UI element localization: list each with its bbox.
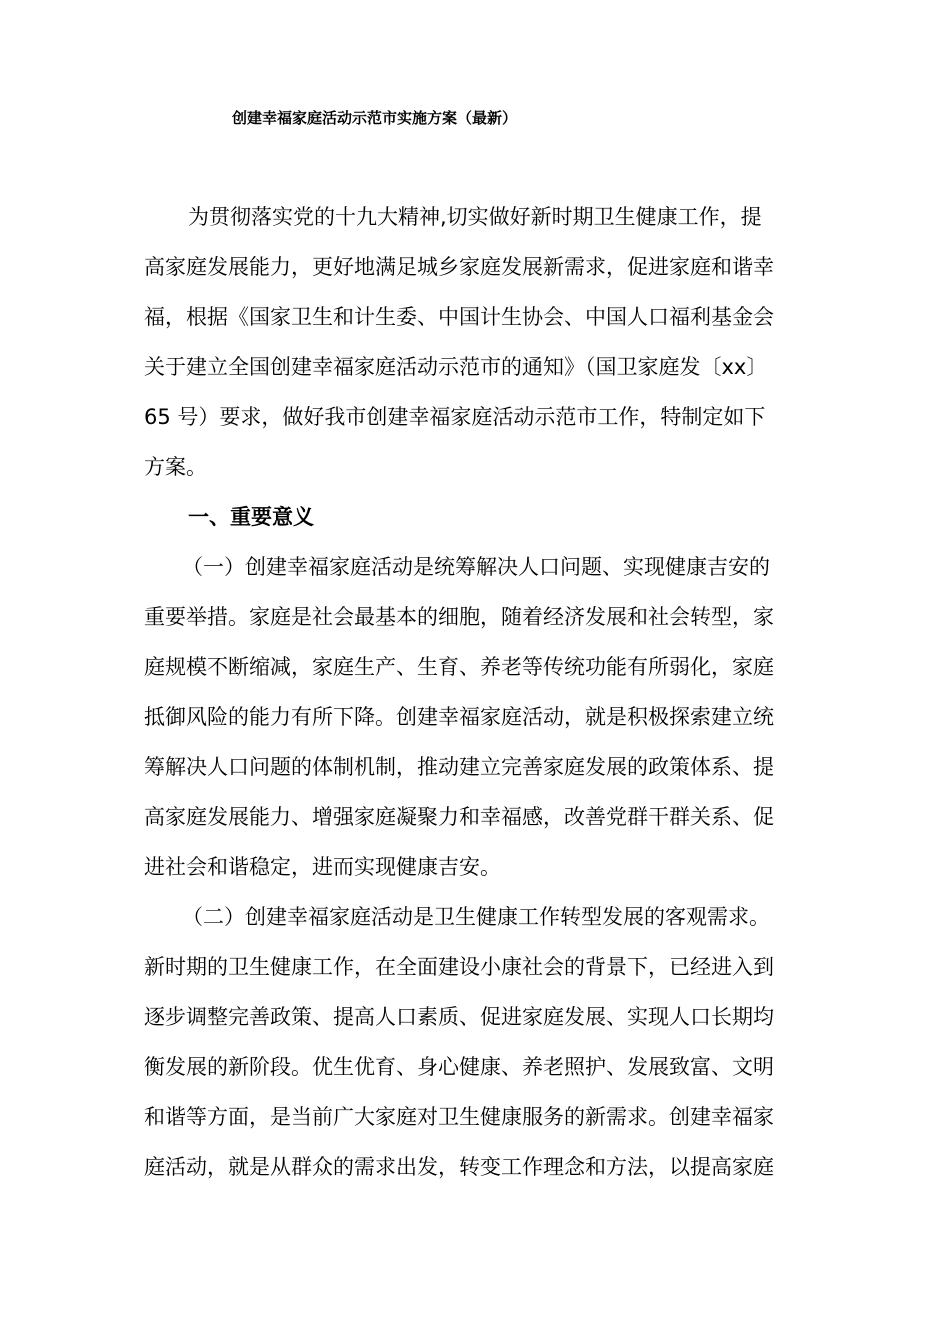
paragraph-line: （二）创建幸福家庭活动是卫生健康工作转型发展的客观需求。 [182,905,770,929]
paragraph-line: 筹解决人口问题的体制机制，推动建立完善家庭发展的政策体系、提 [144,755,774,779]
paragraph-line: 福，根据《国家卫生和计生委、中国计生协会、中国人口福利基金会 [144,305,774,329]
paragraph-line: 65 号）要求，做好我市创建幸福家庭活动示范市工作，特制定如下 [144,405,766,429]
paragraph-line: 抵御风险的能力有所下降。创建幸福家庭活动，就是积极探索建立统 [144,705,774,729]
section-heading: 一、重要意义 [188,505,314,529]
document-title: 创建幸福家庭活动示范市实施方案（最新） [232,109,518,127]
paragraph-line: （一）创建幸福家庭活动是统筹解决人口问题、实现健康吉安的 [182,555,770,579]
paragraph-line: 庭规模不断缩减，家庭生产、生育、养老等传统功能有所弱化，家庭 [144,655,774,679]
paragraph-line: 为贯彻落实党的十九大精神,切实做好新时期卫生健康工作，提 [188,205,762,229]
paragraph-line: 衡发展的新阶段。优生优育、身心健康、养老照护、发展致富、文明 [144,1055,774,1079]
paragraph-line: 进社会和谐稳定，进而实现健康吉安。 [144,855,501,879]
paragraph-line: 关于建立全国创建幸福家庭活动示范市的通知》（国卫家庭发〔xx〕 [144,355,768,379]
paragraph-line: 重要举措。家庭是社会最基本的细胞，随着经济发展和社会转型，家 [144,605,774,629]
paragraph-line: 庭活动，就是从群众的需求出发，转变工作理念和方法，以提高家庭 [144,1155,774,1179]
paragraph-line: 高家庭发展能力，更好地满足城乡家庭发展新需求，促进家庭和谐幸 [144,255,774,279]
paragraph-line: 新时期的卫生健康工作，在全面建设小康社会的背景下，已经进入到 [144,955,774,979]
paragraph-line: 和谐等方面，是当前广大家庭对卫生健康服务的新需求。创建幸福家 [144,1105,774,1129]
paragraph-line: 逐步调整完善政策、提高人口素质、促进家庭发展、实现人口长期均 [144,1005,774,1029]
paragraph-line: 方案。 [144,455,207,479]
paragraph-line: 高家庭发展能力、增强家庭凝聚力和幸福感，改善党群干群关系、促 [144,805,774,829]
